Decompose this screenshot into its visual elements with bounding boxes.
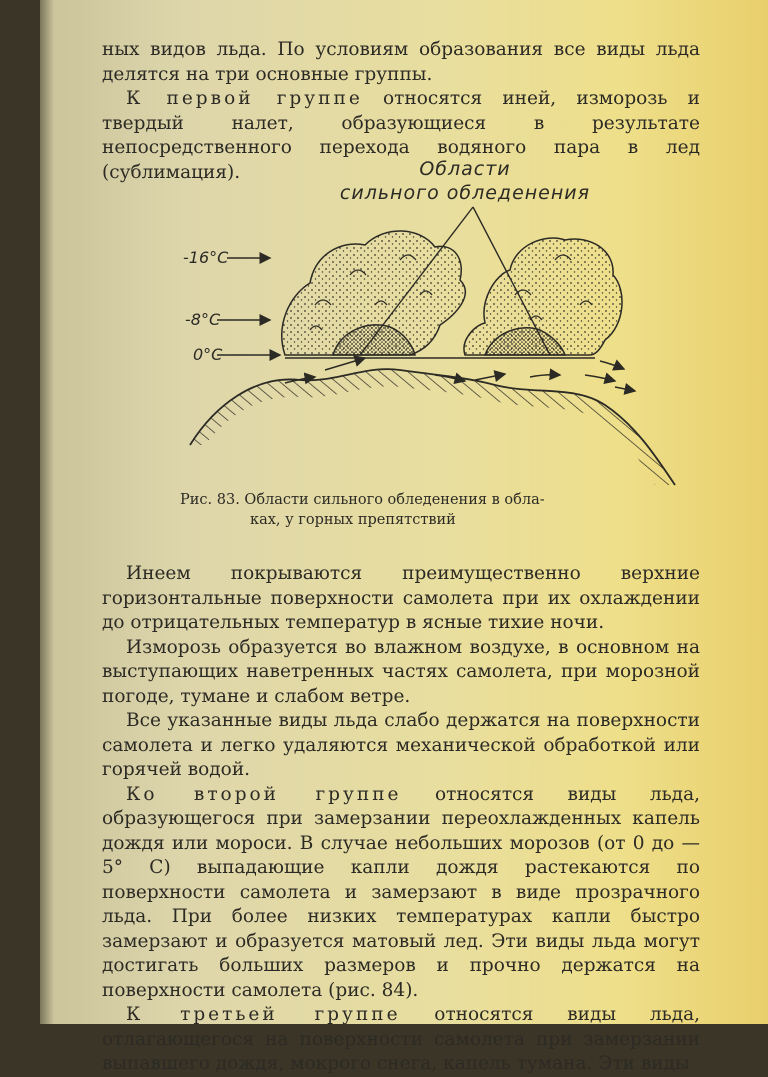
temp-label-zero: 0°C [193, 345, 223, 364]
book-page [40, 0, 768, 1074]
paragraph-second-group [102, 783, 700, 1004]
paragraph-ice-groups: ных видов льда. По условиям образования все виды льда делятся на три основные группы. [102, 39, 700, 85]
caption-line1: Рис. 83. Области сильного обледенения в обла- [180, 492, 545, 508]
temp-label-minus8: -8°C [185, 310, 221, 329]
third-group-text: относятся виды льда, отлагающегося на поверхности самолета при замерзании выпавшего дождя, мокрого снега, капель тумана. Эти виды [102, 1004, 700, 1074]
first-group-text: относятся иней, изморозь и твердый налет, образующиеся в результате непосредственного перехода водяного пара в лед (сублимация). [102, 88, 700, 183]
caption-line2: ках, у горных препятствий [250, 512, 456, 528]
figure-title-line1: Области [419, 158, 511, 180]
paragraph-removal: Все указанные виды льда слабо держатся на поверхности самолета и легко удаляются механической обработкой или горячей водой. [102, 710, 700, 780]
temp-label-minus16: -16°C [183, 248, 229, 267]
figure-title-line2: сильного обледенения [339, 182, 591, 204]
paragraph-hoarfrost: Инеем покрываются преимущественно верхние горизонтальные поверхности самолета при их охлаждении до отрицательных температур в ясные тихие ночи. [102, 563, 700, 633]
figure-title [305, 157, 625, 205]
paragraph-rime: Изморозь образуется во влажном воздухе, в основном на выступающих наветренных частях самолета, при морозной погоде, тумане и слабом ветре. [102, 636, 700, 707]
figure-83 [135, 155, 645, 495]
figure-caption [180, 490, 620, 530]
third-group-lead: К третьей группе [126, 1004, 401, 1025]
second-group-lead: Ко второй группе [126, 783, 402, 805]
paragraph-third-group [102, 1003, 700, 1077]
second-group-text: относятся виды льда, образующегося при замерзании переохлажденных капель дождя или мороси. В случае небольших морозов (от 0 до —5° С) выпадающие капли дождя растекаются по поверхности самолета и замерзают в виде прозрачного льда. При более низких температурах капли быстро замерзают и образуется матовый лед. Эти виды льда могут достигать больших размеров и прочно держатся на поверхности самолета (рис. 84). [102, 783, 700, 1001]
first-group-lead: К первой группе [126, 88, 363, 109]
text-block-bottom [102, 562, 700, 1077]
